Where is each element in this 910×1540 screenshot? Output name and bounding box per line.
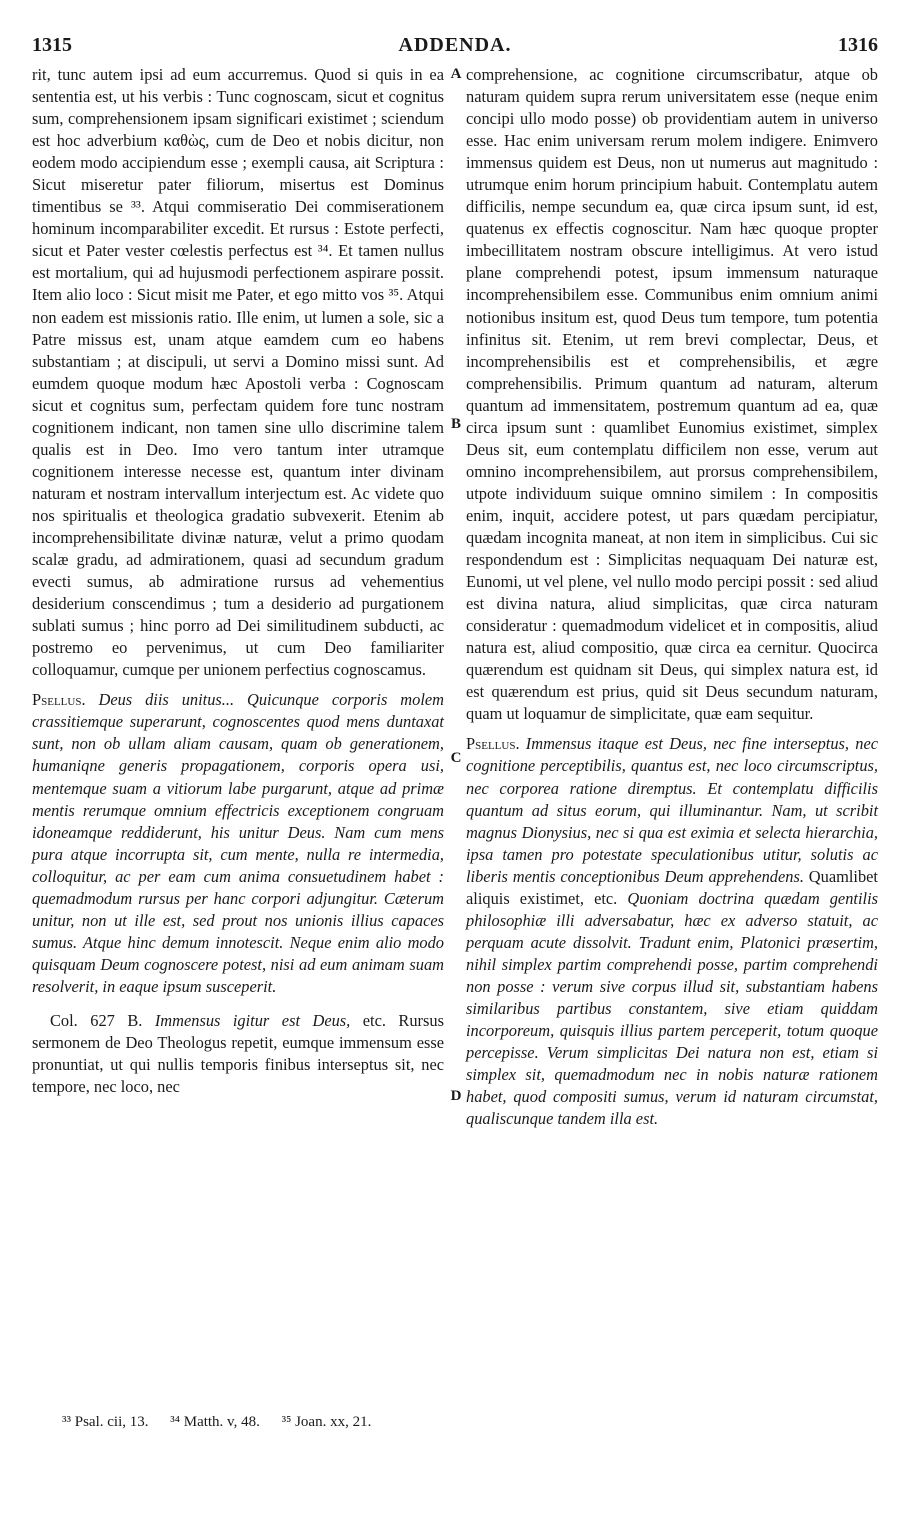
right-main-paragraph: comprehensione, ac cognitione circumscribatur, atque ob naturam quidem supra rerum universitatem esse (neque enim concipi ullo modo posse) ob providentiam autem in universo esse. Hac enim universam rerum molem indigere. Enimvero immensus quidem est Deus, non ut numerus aut magnitudo : utrumque enim horum principium habuit. Contemplatu autem difficilis, nempe secundum ea, quæ circa ipsum sunt, id est, quatenus ex effectis cognoscitur. Nam hæc quoque propter imbecillitatem nostram obscure intelligimus. At vero istud plane comprehendi potest, ipsum immensum naturaque incomprehensibilem esse. Communibus enim omnium animi notionibus insitum est, quod Deus tum tempore, tum potentia infinitus sit. Etenim, ut rem brevi complectar, Deus, et incomprehensibilis est et comprehensibilis, et ægre comprehensibilis. Primum quantum ad naturam, alterum quantum ad immensitatem, postremum quantum ad ea, quæ circa ipsum sunt : quamlibet Eunomius existimet, simplex Deus sit, eum contemplatu difficilem non esse, verum aut omnino incomprehensibilem, aut prorsus comprehensibilem, utpote individuum suique omnino similem : In compositis enim, inquit, accidere potest, ut pars quædam percipiatur, quædam incognita maneat, at non item in simplicibus. Cui sic respondendum est : Simplicitas nequaquam Dei naturæ est, Eunomi, ut vel plene, vel nullo modo percipi possit : sed aliud est divina natura, aliud simplicitas, quæ circa naturam consideratur : quemadmodum videlicet et in compositis, aliud natura est, aliud compositio, quæ circa ea cernitur. Quocirca quærendum est quidnam sit Deus, qui simplex natura est, id est quærendum est prius, quid sit Deus secundum naturam, quam ut loquamur de simplicitate, quæ eam sequitur. (466, 65, 878, 724)
margin-marker-d: D (450, 1088, 462, 1104)
left-psellus-paragraph (32, 689, 444, 998)
column-reference-italic: Immensus igitur est Deus, (154, 1010, 351, 1030)
psellus-label: Psellus. (466, 734, 520, 754)
footnotes (62, 1414, 862, 1431)
psellus-label: Psellus. (32, 690, 86, 710)
psellus-plain-text: Quamlibet aliquis existimet, etc. (466, 866, 878, 908)
left-column (32, 64, 444, 1098)
footnote-35: ³⁵ Joan. xx, 21. (281, 1414, 372, 1430)
page-number-left: 1315 (32, 34, 72, 56)
running-title: ADDENDA. (398, 34, 512, 56)
left-main-paragraph: rit, tunc autem ipsi ad eum accurremus. Quod si quis in ea sententia est, ut his verbis : Tunc cognoscam, sicut et cognitus sum, comprehensionem ipsam significari existimet ; sciendum est hoc adverbium καθὼς, cum de Deo et nobis dicitur, non eodem modo accipiendum esse ; exempli causa, ait Scriptura : Sicut miseretur pater filiorum, misertus est Dominus timentibus se ³³. Atqui commiseratio Dei commiserationem hominum incomparabiliter excedit. Et rursus : Estote perfecti, sicut et Pater vester cœlestis perfectus est ³⁴. Et tamen nullus est mortalium, qui ad hujusmodi perfectionem aspirare possit. Item alio loco : Sicut misit me Pater, et ego mitto vos ³⁵. Atqui non eadem est missionis ratio. Ille enim, ut lumen a sole, sic a Patre missus est, unam atque eamdem cum eo habens substantiam ; at discipuli, ut servi a Domino missi sunt. Ad eumdem quoque modum hæc Apostoli verba : Cognoscam sicut et cognitus sum, perfectam quidem fore tunc nostram cognitionem indicant, non tamen sine ullo discrimine talem qualis est in Deo. Imo vero tantum inter utramque cognitionem interesse necesse est, quantum inter divinam naturam et nostram intervallum interjectum est. Ac videte quo nos spiritualis et theologica gradatio subvexerit. Etenim ab incomprehensibilitate divinæ naturæ, velut a primo quodam scalæ gradu, ad admirationem, quasi ad secundum gradum evecti sumus, ab admiratione rursus ad vehementius desiderium conscendimus ; tum a desiderio ad purgationem sublati sumus ; hinc porro ad Dei similitudinem subducti, ac postremo eo pervenimus, ut cum Deo familiariter colloquamur, cumque per unionem perfectius cognoscamus. (32, 65, 444, 680)
page-number-right: 1316 (838, 34, 878, 56)
psellus-text: Deus diis unitus... Quicunque corporis molem crassitiemque superarunt, cognoscentes quod mens duntaxat sunt, non ob ullam aliam causam, quam ob generationem, humaniqne generis propagationem, corporis opera usi, mentemque suam a vitiorum labe purgarunt, atque ad primæ mentis rerumque omnium effectricis exceptionem congruam idoneamque reddiderunt, his unitur Deus. Nam cum mens pura atque incorrupta sit, cum mente, nulla re intermedia, colloquitur, ac per eam cum anima consuetudinem habet : quemadmodum rursus per hanc corpori adjungitur. Cæterum unitur, non ut ille est, sed prout nos unionis illius capaces sumus. Atque hinc demum innotescit. Neque enim alio modo quisquam Deum cognoscere potest, nisi ad eum animam suam resolverit, in eaque ipsum susceperit. (32, 690, 444, 996)
column-reference-paragraph (32, 1010, 444, 1098)
right-psellus-paragraph (466, 733, 878, 1130)
margin-marker-c: C (450, 750, 462, 766)
footnote-33: ³³ Psal. cii, 13. (62, 1414, 149, 1430)
right-column (466, 64, 878, 1130)
page-header (32, 34, 878, 60)
margin-marker-a: A (450, 66, 462, 82)
margin-marker-b: B (450, 416, 461, 432)
column-reference-label: Col. 627 B. (50, 1010, 143, 1030)
footnote-34: ³⁴ Matth. v, 48. (170, 1414, 260, 1430)
column-reference-text: etc. Rursus sermonem de Deo Theologus repetit, eumque immensum esse pronuntiat, ut qui nullis temporis finibus interseptus sit, nec tempore, nec loco, nec (32, 1010, 444, 1097)
psellus-text-continued: Quoniam doctrina quædam gentilis philosophiæ illi adversabatur, hæc ex adverso statuit, ac perquam acute dissolvit. Tradunt enim, Platonici præsertim, nihil simplex partim comprehendi posse, partim comprehendi non posse : verum sive corpus illud sit, substantiam habens similaribus partibus constantem, sive etiam quiddam incorporeum, quisquis illius partem perceperit, totum quoque percepisse. Verum simplicitas Dei natura non est, etiam si simplex sit, quemadmodum nec in nobis naturæ rationem habet, quod compositi sumus, verum id naturam circumstat, qualiscunque tandem illa est. (466, 888, 878, 1129)
psellus-text: Immensus itaque est Deus, nec fine interseptus, nec cognitione perceptibilis, quantus est, nec loco circumscriptus, nec corporea ratione diremptus. Et contemplatu difficilis quantum ad situs eorum, qui illuminantur. Nam, ut scribit magnus Dionysius, nec si qua est eximia et selecta hierarchia, ipsa tamen pro potestate speculationibus utitur, solutis ac liberis mentis conceptionibus Deum apprehendens. (466, 734, 878, 886)
